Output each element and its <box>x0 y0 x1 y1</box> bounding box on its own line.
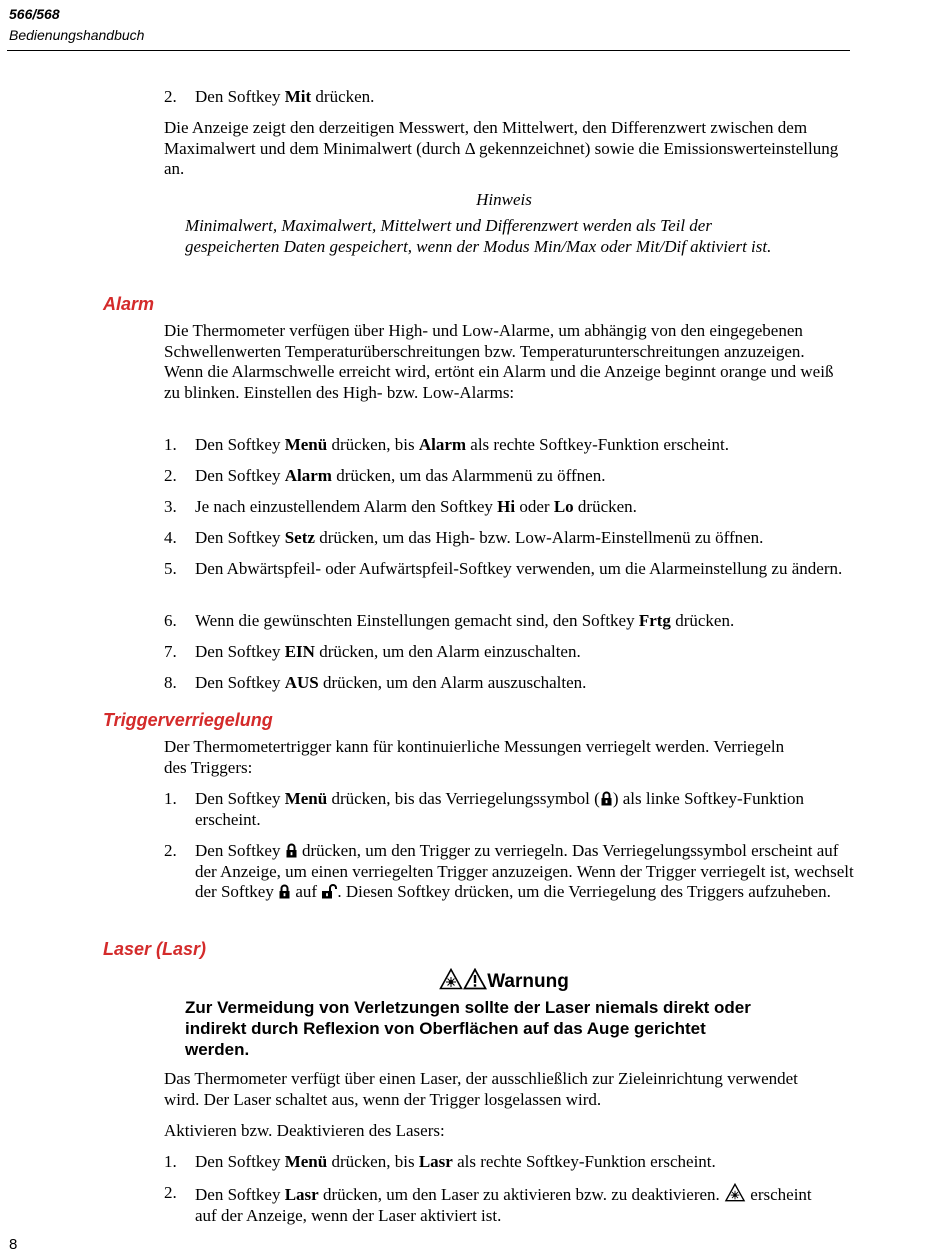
warning-text: Zur Vermeidung von Verletzungen sollte der Laser niemals direkt oder indirekt durch Reflexion von Oberflächen auf das Auge gerichtet werden. <box>185 998 751 1059</box>
trigger-intro: Der Thermometertrigger kann für kontinuierliche Messungen verriegelt werden. Verriegeln des Triggers: <box>164 737 785 777</box>
caution-icon <box>463 968 487 990</box>
lock-icon <box>278 884 291 899</box>
laser-warning-icon <box>724 1183 746 1202</box>
laser-warning-icon <box>439 968 463 990</box>
note-title: Hinweis <box>476 190 532 209</box>
section-heading-laser: Laser (Lasr) <box>103 939 207 959</box>
section-heading-trigger: Triggerverriegelung <box>103 710 273 730</box>
lock-icon <box>285 843 298 858</box>
header-model: 566/568 <box>9 6 60 22</box>
laser-paragraph-2: Aktivieren bzw. Deaktivieren des Lasers: <box>164 1121 445 1140</box>
laser-paragraph: Das Thermometer verfügt über einen Laser, der ausschließlich zur Zieleinrichtung verwendet wird. Der Laser schaltet aus, wenn der Trigger losgelassen wird. <box>164 1069 798 1109</box>
page-number: 8 <box>9 1236 18 1253</box>
unlock-icon <box>321 884 337 899</box>
list-number: 2. <box>164 87 177 106</box>
warning-title: Warnung <box>164 968 844 994</box>
list-text: Den Softkey Mit drücken. <box>195 87 375 106</box>
display-paragraph: Die Anzeige zeigt den derzeitigen Messwert, den Mittelwert, den Differenzwert zwischen dem Maximalwert und dem Minimalwert (durch Δ gekennzeichnet) sowie die Emissionswerteinstellung an. <box>164 118 839 178</box>
alarm-intro: Die Thermometer verfügen über High- und Low-Alarme, um abhängig von den eingegebenen Schwellenwerten Temperaturüberschreitungen bzw. Temperaturunterschreitungen anzuzeigen. Wenn die Alarmschwelle erreicht wird, ertönt ein Alarm und die Anzeige beginnt orange und weiß zu blinken. Einstellen des High- bzw. Low-Alarms: <box>164 321 834 402</box>
header-manual-title: Bedienungshandbuch <box>9 27 145 43</box>
note-text: Minimalwert, Maximalwert, Mittelwert und Differenzwert werden als Teil der gespeicherten Daten gespeichert, wenn der Modus Min/Max oder Mit/Dif aktiviert ist. <box>185 216 772 256</box>
header-rule <box>7 50 850 51</box>
lock-icon <box>600 791 613 806</box>
section-heading-alarm: Alarm <box>103 294 155 314</box>
